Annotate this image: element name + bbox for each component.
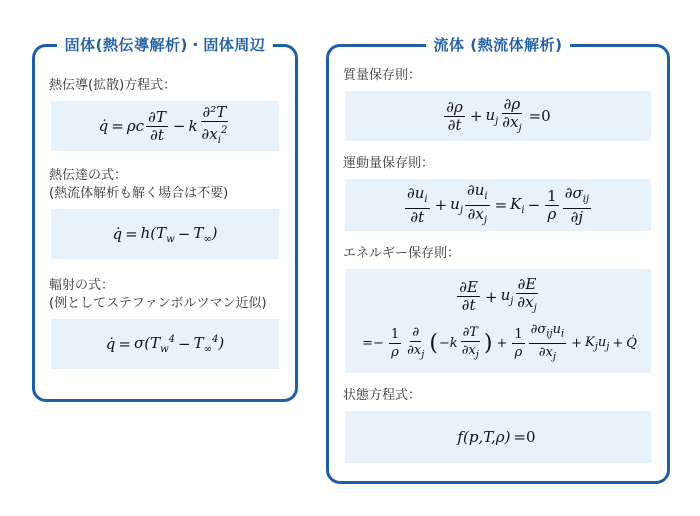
energy-conservation-label: エネルギー保存則： — [343, 246, 461, 261]
fluid-panel-title-wrap — [329, 34, 667, 55]
momentum-conservation-label: 運動量保存則： — [343, 156, 435, 171]
energy-formula-line-1: $\frac{\partial E}{\partial t}$ + $u_j$ $\frac{\partial E}{\partial x_j}$ — [459, 275, 537, 315]
radiation-note: (例としてステファンボルツマン近似) — [49, 296, 267, 311]
radiation-label: 輻射の式： — [49, 278, 115, 293]
radiation-formula: q̇ = $\sigma(T_w^4$ − $T_\infty^4$) — [51, 319, 279, 369]
mass-conservation-formula: $\frac{\partial\rho}{\partial t}$ + $u_j$ $\frac{\partial\rho}{\partial x_j}$ =0 — [345, 91, 651, 141]
state-equation-formula: f(p,T,ρ) =0 — [345, 411, 651, 463]
heat-transfer-note: (熱流体解析も解く場合は不要) — [49, 186, 229, 201]
energy-conservation-formula — [345, 269, 651, 373]
heat-transfer-label: 熱伝達の式： — [49, 168, 128, 183]
solid-panel-title-wrap — [35, 34, 295, 55]
heat-transfer-formula: q̇ = $h(T_w$ − $T_\infty$) — [51, 209, 279, 259]
state-equation-label: 状態方程式： — [343, 388, 422, 403]
fluid-panel-title: 流体 (熱流体解析) — [426, 36, 571, 54]
heat-conduction-label: 熱伝導(拡散)方程式： — [49, 78, 177, 93]
fluid-panel — [326, 36, 670, 484]
solid-panel — [32, 36, 298, 402]
energy-formula-line-2: =− $\frac{1}{\rho}$ $\frac{\partial}{\partial x_j}$ ( −k $\frac{\partial T}{\partial x_j}$ ) + $\frac{1}{\rho}$ $\frac{\partial\sigma_{ij}u_i}{\partial x_j}$ + $K_ju_j$ + Q̇ — [362, 322, 637, 363]
heat-conduction-formula: q̇ = ρc $\frac{\partial T}{\partial t}$ − k $\frac{\text{∂²T}}{\partial x_i^2}$ — [51, 101, 279, 151]
mass-conservation-label: 質量保存則： — [343, 68, 422, 83]
solid-panel-title: 固体(熱伝導解析)・固体周辺 — [57, 36, 274, 54]
momentum-conservation-formula: $\frac{\partial u_i}{\partial t}$ + $u_j$ $\frac{\partial u_i}{\partial x_j}$ = $K_i$ − $\frac{1}{\rho}$ $\frac{\partial\sigma_{ij}}{\partial j}$ — [345, 179, 651, 231]
